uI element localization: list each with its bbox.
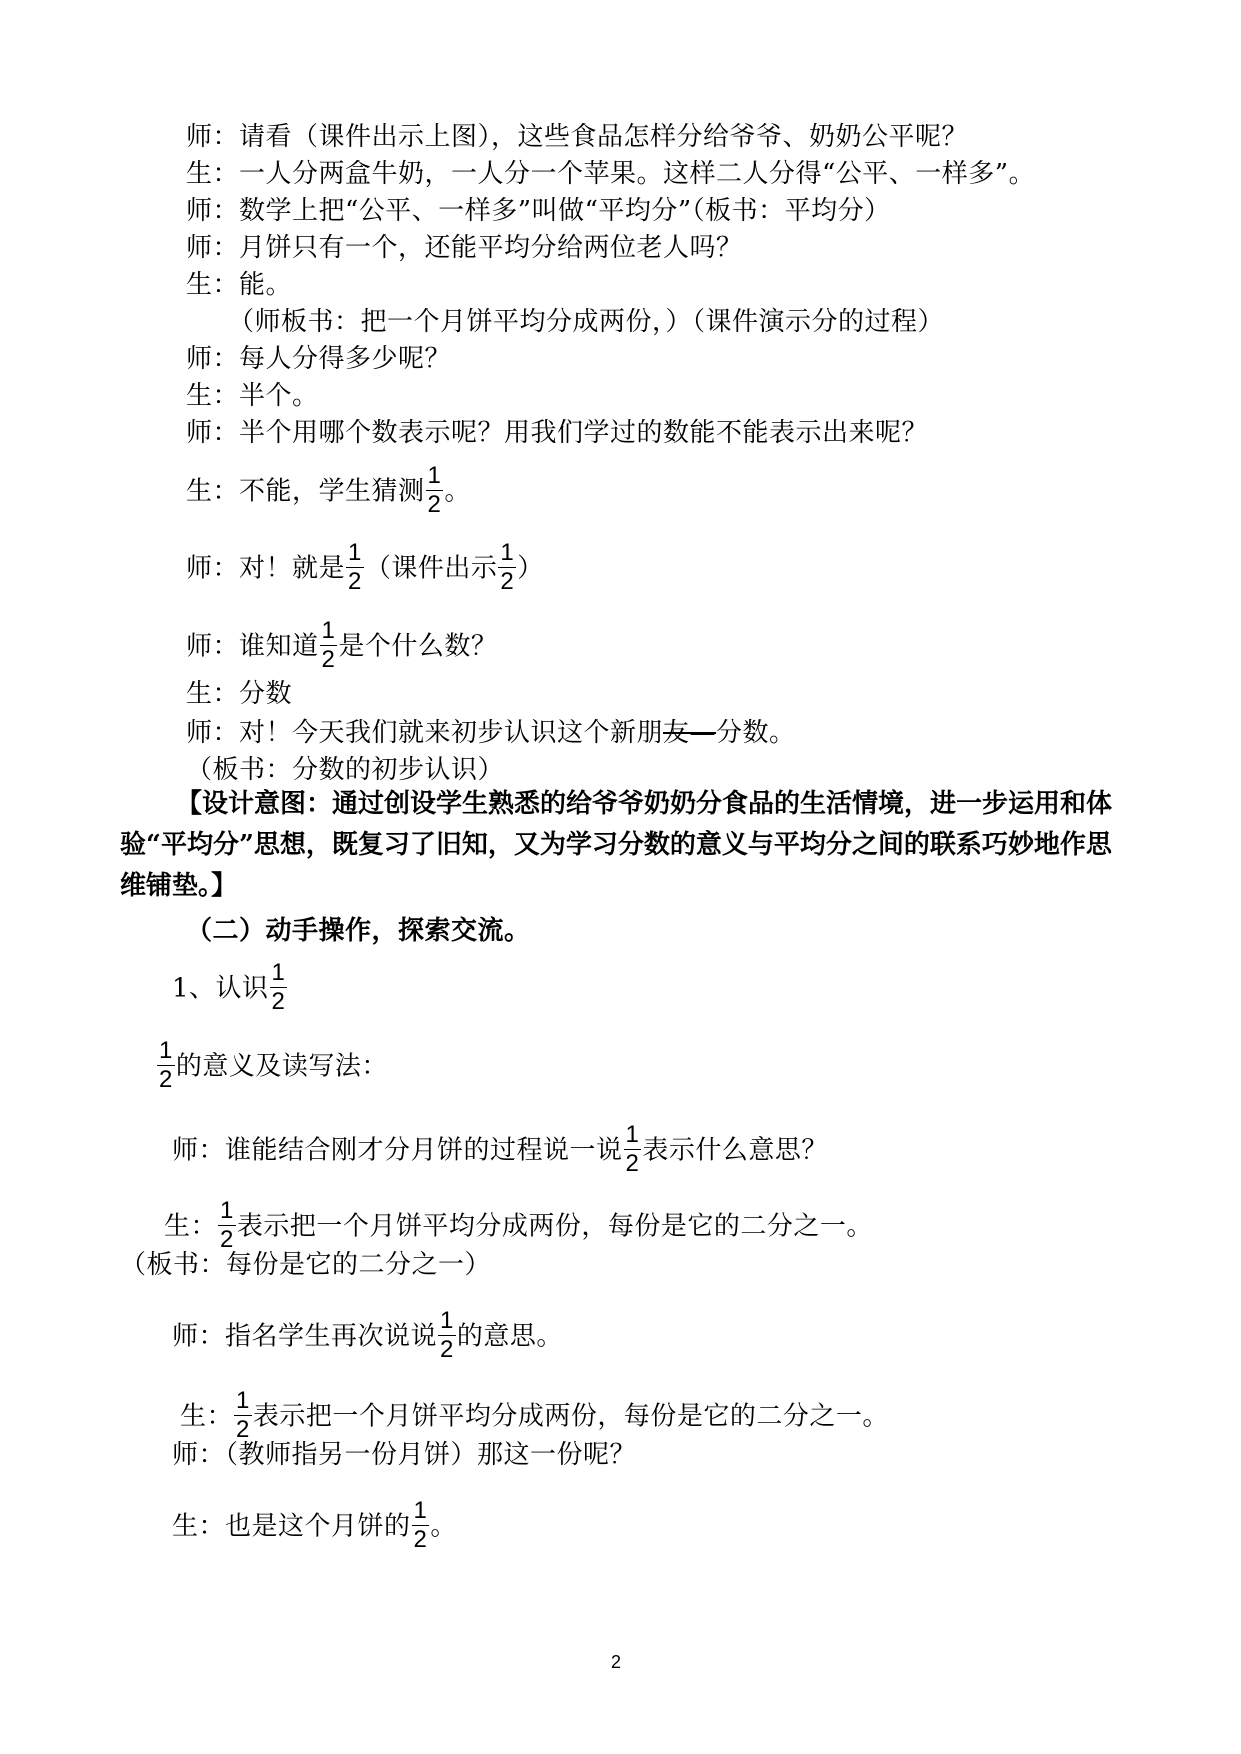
text-line: $\frac{1}{2}$ 的意义及读写法： xyxy=(159,1037,388,1093)
text-line: （板书：每份是它的二分之一） xyxy=(120,1250,492,1280)
text-line: （板书：分数的初步认识） xyxy=(186,755,505,785)
fraction: $\frac{1}{2}$ xyxy=(500,539,515,595)
text-line: 师：指名学生再次说说 $\frac{1}{2}$ 的意思。 xyxy=(172,1307,563,1363)
text-line: 生： $\frac{1}{2}$ 表示把一个月饼平均分成两份，每份是它的二分之一。 xyxy=(164,1197,873,1253)
text-line: 生：能。 xyxy=(186,270,293,300)
text-line: 生： $\frac{1}{2}$ 表示把一个月饼平均分成两份，每份是它的二分之一。 xyxy=(180,1387,889,1443)
text-line: 师：每人分得多少呢？ xyxy=(186,344,452,374)
fraction: $\frac{1}{2}$ xyxy=(321,617,336,673)
fraction: $\frac{1}{2}$ xyxy=(236,1387,250,1443)
text-line: 生：也是这个月饼的 $\frac{1}{2}$ 。 xyxy=(172,1497,457,1553)
design-intent-paragraph: 【设计意图：通过创设学生熟悉的给爷爷奶奶分食品的生活情境，进一步运用和体验“平均分”思想，既复习了旧知，又为学习分数的意义与平均分之间的联系巧妙地作思维铺垫。】 xyxy=(120,789,1113,901)
fraction: $\frac{1}{2}$ xyxy=(625,1121,640,1177)
text-line: 师：半个用哪个数表示呢？用我们学过的数能不能表示出来呢？ xyxy=(186,418,929,448)
fraction: $\frac{1}{2}$ xyxy=(159,1037,173,1093)
fraction: $\frac{1}{2}$ xyxy=(220,1197,234,1253)
fraction: $\frac{1}{2}$ xyxy=(440,1307,454,1363)
text-line: （师板书：把一个月饼平均分成两份，）（课件演示分的过程） xyxy=(228,307,945,337)
text-line: 师：对！就是 $\frac{1}{2}$ （课件出示 $\frac{1}{2}$ ） xyxy=(186,539,544,595)
text-line: 1、认识 $\frac{1}{2}$ xyxy=(172,959,286,1015)
text-line: 师：对！今天我们就来初步认识这个新朋友—分数。 xyxy=(186,718,796,748)
page-number: 2 xyxy=(611,1652,622,1672)
fraction: $\frac{1}{2}$ xyxy=(348,539,362,595)
text-line: 师：（教师指另一份月饼）那这一份呢？ xyxy=(172,1440,637,1470)
text-line: 生：半个。 xyxy=(186,381,319,411)
text-line: 师：谁知道 $\frac{1}{2}$ 是个什么数？ xyxy=(186,617,498,673)
fraction: $\frac{1}{2}$ xyxy=(413,1497,428,1553)
section-heading: （二）动手操作，探索交流。 xyxy=(186,916,531,946)
fraction: $\frac{1}{2}$ xyxy=(427,462,442,518)
text-line: 生：分数 xyxy=(186,679,293,709)
text-line: 师：数学上把“公平、一样多”叫做“平均分”（板书：平均分） xyxy=(186,196,891,226)
text-line: 生：一人分两盒牛奶，一人分一个苹果。这样二人分得“公平、一样多”。 xyxy=(186,159,1036,189)
fraction: $\frac{1}{2}$ xyxy=(271,959,286,1015)
text-line: 师：谁能结合刚才分月饼的过程说一说 $\frac{1}{2}$ 表示什么意思？ xyxy=(172,1121,828,1177)
text-line: 师：月饼只有一个，还能平均分给两位老人吗？ xyxy=(186,233,743,263)
text-line: 生：不能，学生猜测 $\frac{1}{2}$ 。 xyxy=(186,462,471,518)
text-line: 师：请看（课件出示上图），这些食品怎样分给爷爷、奶奶公平呢？ xyxy=(186,122,969,152)
